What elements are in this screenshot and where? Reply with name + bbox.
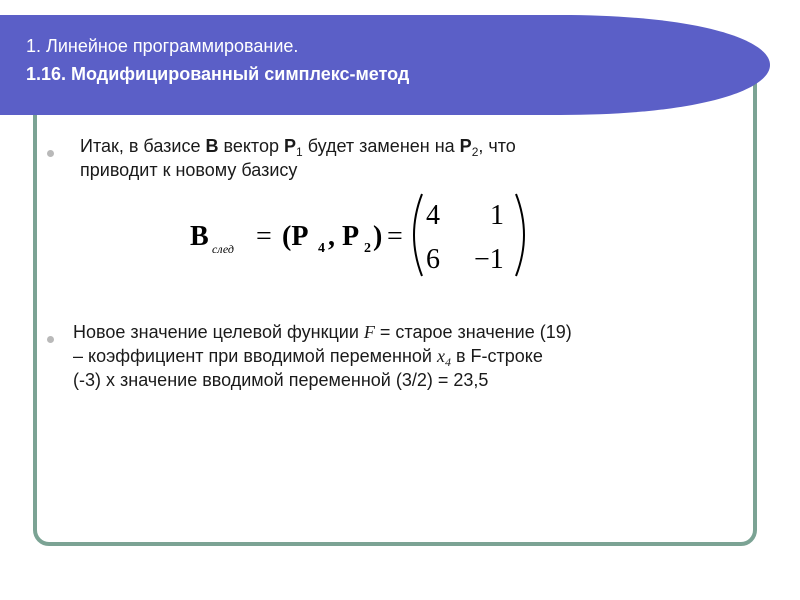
text: Новое значение целевой функции <box>73 322 364 342</box>
matrix-cell-21: 6 <box>426 244 440 275</box>
formula-tuple-open: (P <box>282 221 309 252</box>
bullet-dot-1 <box>47 150 54 157</box>
slide-title: 1.16. Модифицированный симплекс-метод <box>26 64 410 84</box>
text: вектор <box>218 136 284 156</box>
subscript: 2 <box>471 145 479 159</box>
bullet-2-line-1 <box>73 320 572 344</box>
formula-comma-P: , P <box>328 221 360 252</box>
bullet-1-line-2: приводит к новому базису <box>80 160 298 180</box>
subscript: 4 <box>444 355 451 369</box>
formula-B: B <box>190 221 209 252</box>
subscript: 1 <box>296 145 303 159</box>
matrix-cell-11: 4 <box>426 200 440 231</box>
slide-frame <box>33 44 757 546</box>
formula-equals: = <box>256 221 272 252</box>
bullet-2-line-3: (-3) х значение вводимой переменной (3/2) = 23,5 <box>73 370 489 390</box>
bullet-dot-2 <box>47 336 54 343</box>
matrix-cell-12: 1 <box>490 200 504 231</box>
symbol-F: F <box>363 322 375 342</box>
matrix-left-bracket <box>414 194 422 276</box>
text: , что <box>478 136 516 156</box>
symbol-x: x <box>436 346 445 366</box>
text: Итак, в базисе <box>80 136 206 156</box>
title-line-1: 1. Линейное программирование. <box>26 36 299 56</box>
formula-tuple-close: ) <box>373 221 383 252</box>
matrix-right-bracket <box>516 194 524 276</box>
text: = старое значение (19) <box>374 322 572 342</box>
formula-equals-2: = <box>387 221 403 252</box>
basis-matrix-formula <box>190 190 530 280</box>
symbol-B: B <box>205 136 219 156</box>
formula-sub-2: 2 <box>364 241 371 256</box>
symbol-P: P <box>283 136 296 156</box>
symbol-P: P <box>459 136 472 156</box>
formula-sub-4: 4 <box>318 241 325 256</box>
matrix-cell-22: −1 <box>474 244 504 275</box>
text: – коэффициент при вводимой переменной <box>73 346 437 366</box>
text: будет заменен на <box>302 136 460 156</box>
text: в F-строке <box>450 346 543 366</box>
formula-subscript: след <box>212 242 234 256</box>
